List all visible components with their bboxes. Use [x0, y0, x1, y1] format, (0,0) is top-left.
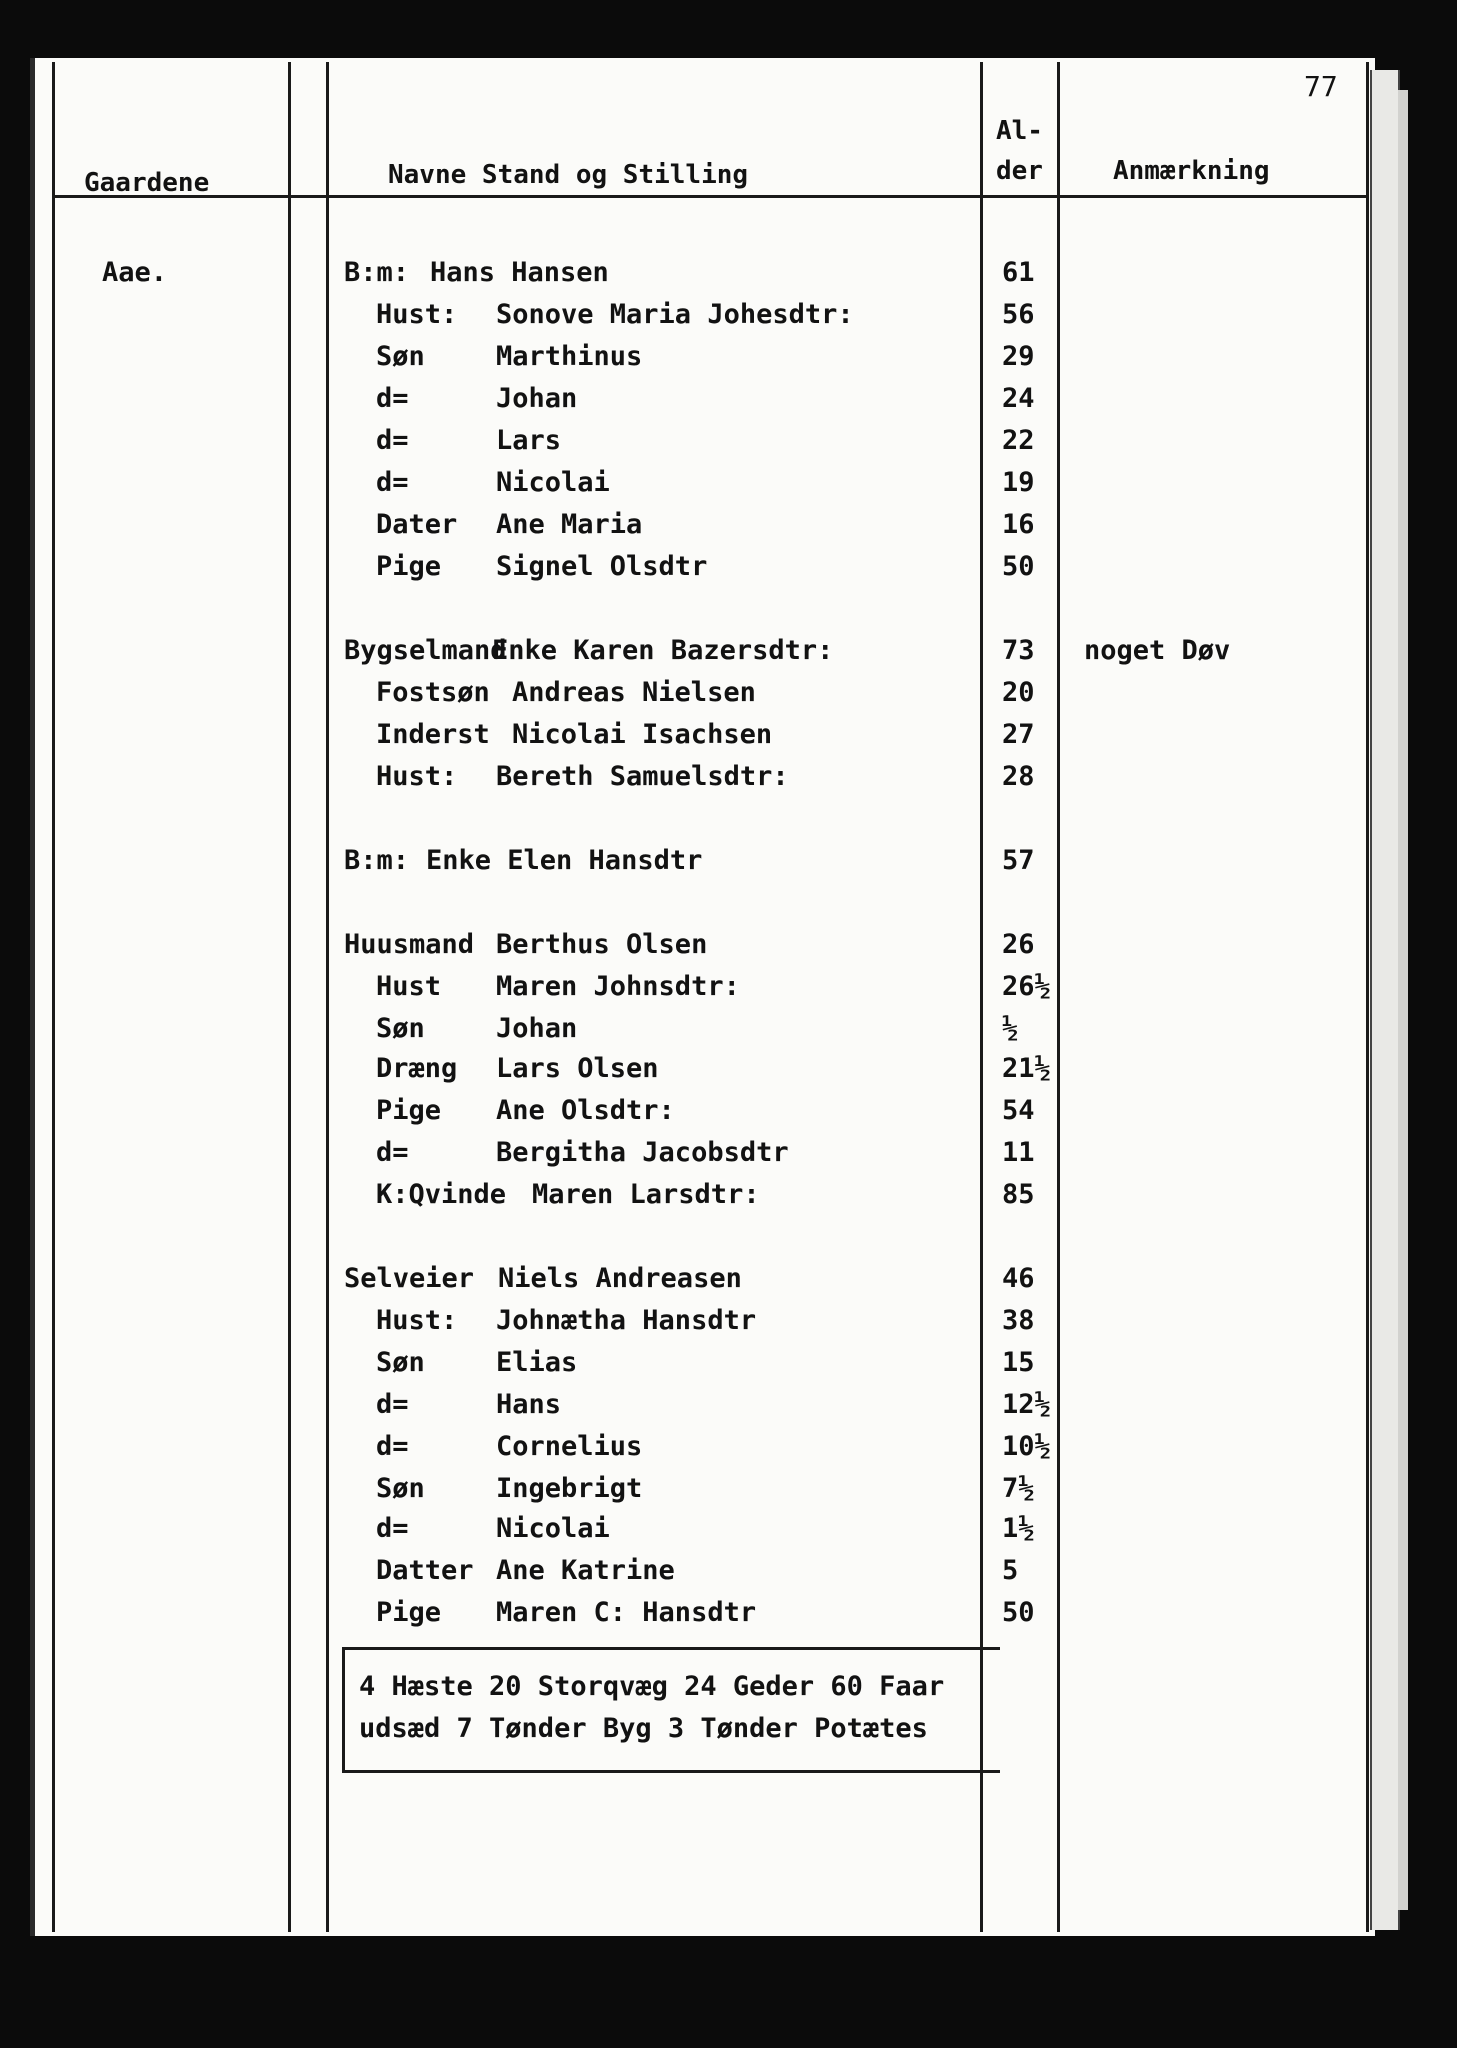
entry-name: Bereth Samuelsdtr: [496, 761, 789, 792]
entry-role: Søn [376, 1473, 425, 1504]
entry-age: 56 [1002, 299, 1035, 330]
entry-role: d= [376, 1389, 409, 1420]
entry-age: 46 [1002, 1263, 1035, 1294]
entry-age: 7½ [1002, 1473, 1035, 1504]
entry-age: 19 [1002, 467, 1035, 498]
entry-name: Johan [496, 1013, 578, 1044]
entry-name: Niels Andreasen [498, 1263, 742, 1294]
entry-role: d= [376, 1431, 409, 1462]
entry-age: 5 [1002, 1555, 1019, 1586]
header-names: Navne Stand og Stilling [388, 160, 749, 190]
entry-name: Cornelius [496, 1431, 643, 1462]
livestock-summary-box [342, 1647, 1000, 1773]
entry-age: 11 [1002, 1137, 1035, 1168]
entry-role: Datter [376, 1555, 474, 1586]
entry-name: Hans [496, 1389, 562, 1420]
entry-name: Berthus Olsen [496, 929, 708, 960]
entry-name: Johan [496, 383, 578, 414]
column-rule-right [1366, 62, 1369, 1932]
entry-role: d= [376, 1513, 409, 1544]
entry-name: Elias [496, 1347, 578, 1378]
entry-name: Sonove Maria Johesdtr: [496, 299, 854, 330]
summary-line-2: udsæd 7 Tønder Byg 3 Tønder Potætes [359, 1713, 928, 1744]
entry-role: B:m: [344, 257, 410, 288]
header-age-line2: der [996, 156, 1043, 186]
entry-role: K:Qvinde [376, 1179, 507, 1210]
entry-age: 38 [1002, 1305, 1035, 1336]
entry-role: Inderst [376, 719, 490, 750]
entry-name: Andreas Nielsen [512, 677, 756, 708]
entry-name: Maren Johnsdtr: [496, 971, 740, 1002]
entry-role: Pige [376, 1095, 442, 1126]
entry-role: Søn [376, 1347, 425, 1378]
entry-age: ½ [1002, 1013, 1019, 1044]
entry-name: Nicolai [496, 467, 610, 498]
entry-role: Dater [376, 509, 458, 540]
column-rule-age-right [1057, 62, 1060, 1932]
entry-role: Hust: [376, 299, 458, 330]
entry-name: Ingebrigt [496, 1473, 643, 1504]
entry-name: Nicolai Isachsen [512, 719, 773, 750]
entry-name: Bergitha Jacobsdtr [496, 1137, 789, 1168]
page-edge-stack-inner [1398, 90, 1408, 1910]
farm-name: Aae. [102, 257, 168, 288]
entry-name: Ane Olsdtr: [496, 1095, 675, 1126]
entry-role: Søn [376, 1013, 425, 1044]
header-remarks: Anmærkning [1113, 156, 1270, 186]
entry-name: Maren C: Hansdtr [496, 1597, 757, 1628]
entry-name: Ane Maria [496, 509, 643, 540]
entry-role: Huusmand [344, 929, 475, 960]
entry-age: 57 [1002, 845, 1035, 876]
page-edge-stack [1370, 70, 1400, 1930]
entry-name: Marthinus [496, 341, 643, 372]
entry-role: Dræng [376, 1053, 458, 1084]
entry-name: Lars Olsen [496, 1053, 659, 1084]
entry-remark: noget Døv [1084, 635, 1231, 666]
entry-role: Pige [376, 551, 442, 582]
summary-line-1: 4 Hæste 20 Storqvæg 24 Geder 60 Faar [359, 1671, 945, 1702]
entry-role: Hust [376, 971, 442, 1002]
entry-age: 73 [1002, 635, 1035, 666]
entry-age: 24 [1002, 383, 1035, 414]
column-rule-names [326, 62, 329, 1932]
entry-age: 16 [1002, 509, 1035, 540]
entry-age: 10½ [1002, 1431, 1051, 1462]
column-rule-farms [288, 62, 291, 1932]
entry-role: Hust: [376, 1305, 458, 1336]
entry-role: Pige [376, 1597, 442, 1628]
header-farms: Gaardene [84, 168, 210, 198]
entry-age: 28 [1002, 761, 1035, 792]
entry-age: 85 [1002, 1179, 1035, 1210]
entry-name: Ane Katrine [496, 1555, 675, 1586]
entry-role: Bygselmand [344, 635, 507, 666]
entry-name: Johnætha Hansdtr [496, 1305, 757, 1336]
entry-age: 26½ [1002, 971, 1051, 1002]
column-rule-left [52, 62, 55, 1932]
entry-age: 54 [1002, 1095, 1035, 1126]
entry-age: 21½ [1002, 1053, 1051, 1084]
entry-age: 22 [1002, 425, 1035, 456]
entry-age: 50 [1002, 551, 1035, 582]
entry-age: 26 [1002, 929, 1035, 960]
header-underline [52, 195, 1368, 198]
entry-age: 27 [1002, 719, 1035, 750]
entry-age: 15 [1002, 1347, 1035, 1378]
entry-role: d= [376, 467, 409, 498]
entry-age: 1½ [1002, 1513, 1035, 1544]
entry-name: Hans Hansen [430, 257, 609, 288]
entry-name: Maren Larsdtr: [532, 1179, 760, 1210]
entry-age: 29 [1002, 341, 1035, 372]
entry-age: 12½ [1002, 1389, 1051, 1420]
entry-name: Lars [496, 425, 562, 456]
entry-role: Selveier [344, 1263, 475, 1294]
entry-role: d= [376, 425, 409, 456]
entry-age: 61 [1002, 257, 1035, 288]
entry-name: Enke Elen Hansdtr [426, 845, 703, 876]
entry-name: Enke Karen Bazersdtr: [492, 635, 834, 666]
entry-role: d= [376, 383, 409, 414]
entry-name: Signel Olsdtr [496, 551, 708, 582]
entry-role: Hust: [376, 761, 458, 792]
entry-role: Søn [376, 341, 425, 372]
entry-name: Nicolai [496, 1513, 610, 1544]
entry-age: 20 [1002, 677, 1035, 708]
entry-role: Fostsøn [376, 677, 490, 708]
entry-role: B:m: [344, 845, 410, 876]
page-number: 77 [1304, 70, 1338, 103]
header-age-line1: Al- [996, 116, 1043, 146]
entry-age: 50 [1002, 1597, 1035, 1628]
entry-role: d= [376, 1137, 409, 1168]
